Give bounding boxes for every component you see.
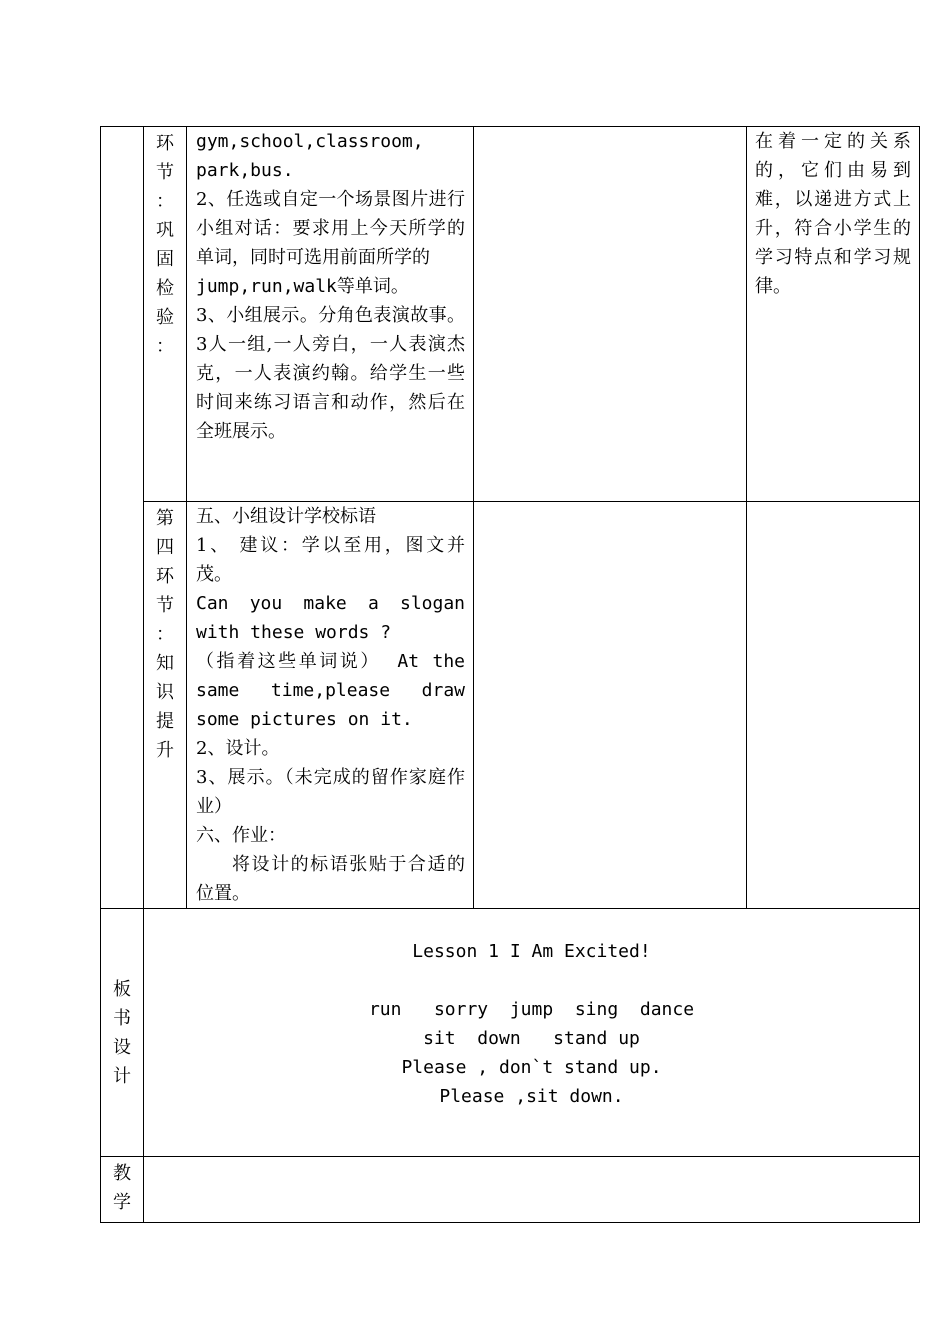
stage-4-empty-cell [474,502,747,909]
stage-4-english-2-line: （指着这些单词说） At the same time,please draw some pictures on it. [196,651,465,730]
task-2-words: jump,run,walk等单词。 [196,276,409,297]
homework-text: 将设计的标语张贴于合适的位置。 [196,854,465,904]
board-words-1: run sorry jump sing dance [368,999,695,1020]
board-words-2: sit down stand up [423,1028,640,1049]
stage-4-notes-cell [747,502,920,909]
board-design-label: 板 书 设 计 [101,909,144,1157]
stage-4-heading: 五、小组设计学校标语 [196,506,376,527]
outer-label-cell [101,127,144,909]
board-sentence-2: Please ,sit down. [439,1086,624,1107]
board-design-content [144,909,920,1157]
stage-4-english-1: Can you make a slogan with these words ? [196,593,465,643]
task-3-text: 3、小组展示。分角色表演故事。3人一组,一人旁白，一人表演杰克，一人表演约翰。给学生一些时间来练习语言和动作，然后在全班展示。 [196,305,465,442]
lesson-plan-table [100,126,920,1223]
reflection-content [144,1157,920,1223]
stage-4-item-3: 3、展示。（未完成的留作家庭作业） [196,767,465,817]
vocab-line-2: park,bus. [196,160,294,181]
stage-4-content [187,502,474,909]
stage-4-item-1: 1、 建议：学以至用，图文并茂。 [196,535,465,585]
board-title: Lesson 1 I Am Excited! [412,941,651,962]
stage-3-empty-cell [474,127,747,502]
stage-3-label: 环 节 ： 巩 固 检 验 ： [144,127,187,502]
task-2-text: 2、任选或自定一个场景图片进行小组对话：要求用上今天所学的单词，同时可选用前面所学的 [196,189,465,268]
vocab-line-1: gym,school,classroom, [196,131,424,152]
board-sentence-1: Please , don`t stand up. [401,1057,662,1078]
row-board-design [101,909,920,1157]
stage-4-label: 第 四 环 节 ： 知 识 提 升 [144,502,187,909]
row-stage-4 [101,502,920,909]
row-reflection [101,1157,920,1223]
stage-3-notes: 在着一定的关系的，它们由易到难，以递进方式上升，符合小学生的学习特点和学习规律。 [747,127,920,502]
stage-3-content [187,127,474,502]
stage-4-item-2: 2、设计。 [196,738,280,759]
row-stage-3 [101,127,920,502]
reflection-label: 教 学 [101,1157,144,1223]
homework-heading: 六、作业： [196,825,286,846]
